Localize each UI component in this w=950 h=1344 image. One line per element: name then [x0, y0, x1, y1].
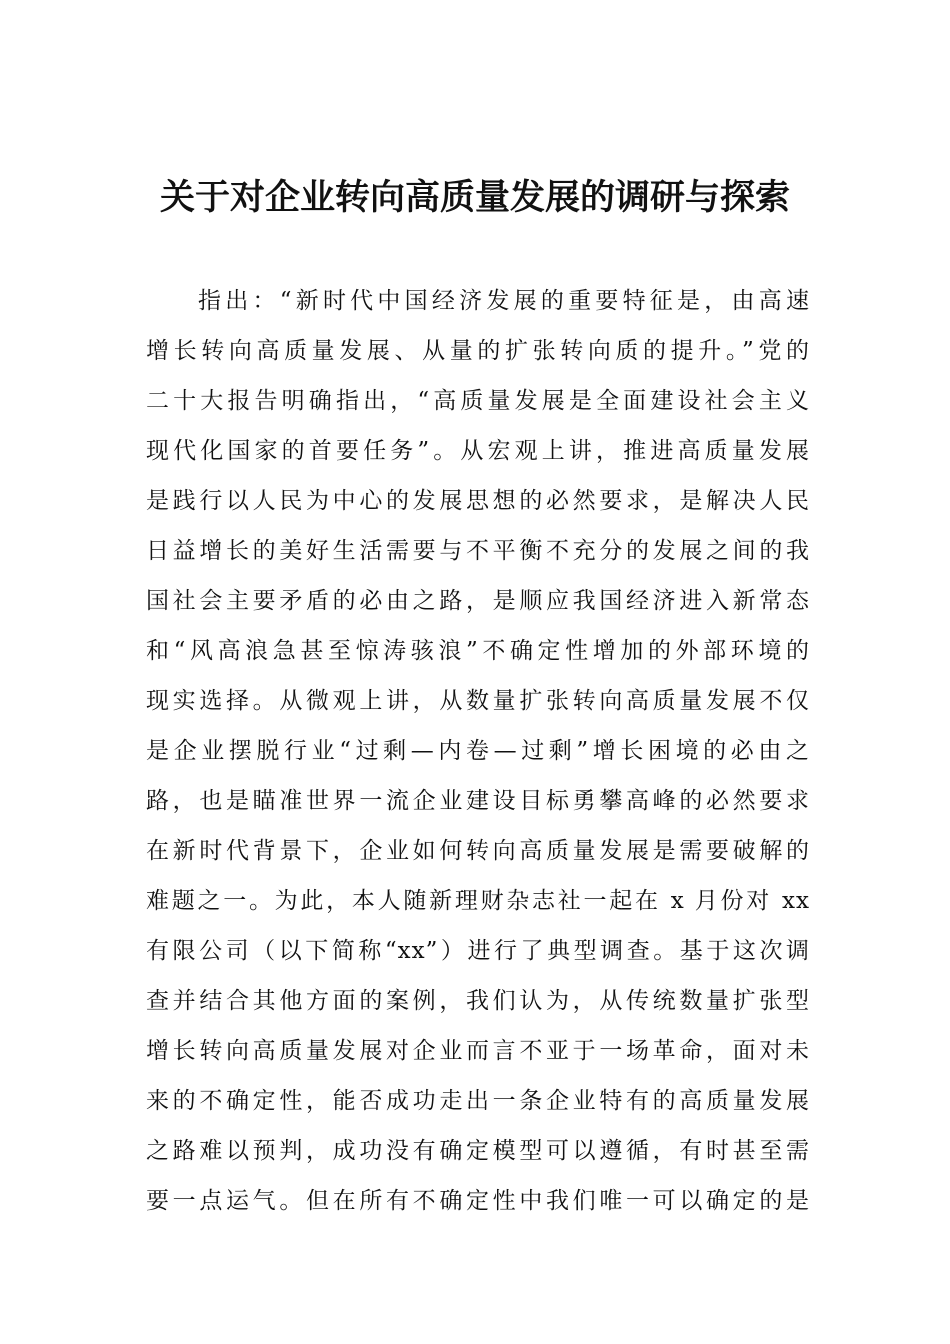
- body-line: 指出：“新时代中国经济发展的重要特征是，由高速: [198, 288, 810, 314]
- body-line: 要一点运气。但在所有不确定性中我们唯一可以确定的是: [146, 1188, 810, 1214]
- body-line: 是践行以人民为中心的发展思想的必然要求，是解决人民: [146, 488, 810, 514]
- body-line: 和“风高浪急甚至惊涛骇浪”不确定性增加的外部环境的: [146, 638, 810, 664]
- body-line: 来的不确定性，能否成功走出一条企业特有的高质量发展: [146, 1088, 810, 1114]
- body-line: 有限公司（以下简称“xx”）进行了典型调查。基于这次调: [146, 938, 810, 964]
- body-line: 现代化国家的首要任务”。从宏观上讲，推进高质量发展: [146, 438, 810, 464]
- body-line: 查并结合其他方面的案例，我们认为，从传统数量扩张型: [146, 988, 810, 1014]
- document-body: [146, 276, 810, 1226]
- body-line: 之路难以预判，成功没有确定模型可以遵循，有时甚至需: [146, 1138, 810, 1164]
- body-line: 在新时代背景下，企业如何转向高质量发展是需要破解的: [146, 838, 810, 864]
- body-line: 增长转向高质量发展、从量的扩张转向质的提升。”党的: [146, 338, 810, 364]
- body-line: 现实选择。从微观上讲，从数量扩张转向高质量发展不仅: [146, 688, 810, 714]
- body-line: 日益增长的美好生活需要与不平衡不充分的发展之间的我: [146, 538, 810, 564]
- body-line: 是企业摆脱行业“过剩—内卷—过剩”增长困境的必由之: [146, 738, 810, 764]
- body-line: 国社会主要矛盾的必由之路，是顺应我国经济进入新常态: [146, 588, 810, 614]
- body-line: 二十大报告明确指出，“高质量发展是全面建设社会主义: [146, 388, 810, 414]
- body-line: 增长转向高质量发展对企业而言不亚于一场革命，面对未: [146, 1038, 810, 1064]
- body-line: 路，也是瞄准世界一流企业建设目标勇攀高峰的必然要求: [146, 788, 810, 814]
- document-title: 关于对企业转向高质量发展的调研与探索: [159, 177, 790, 218]
- body-line: 难题之一。为此，本人随新理财杂志社一起在 x 月份对 xx: [146, 888, 810, 914]
